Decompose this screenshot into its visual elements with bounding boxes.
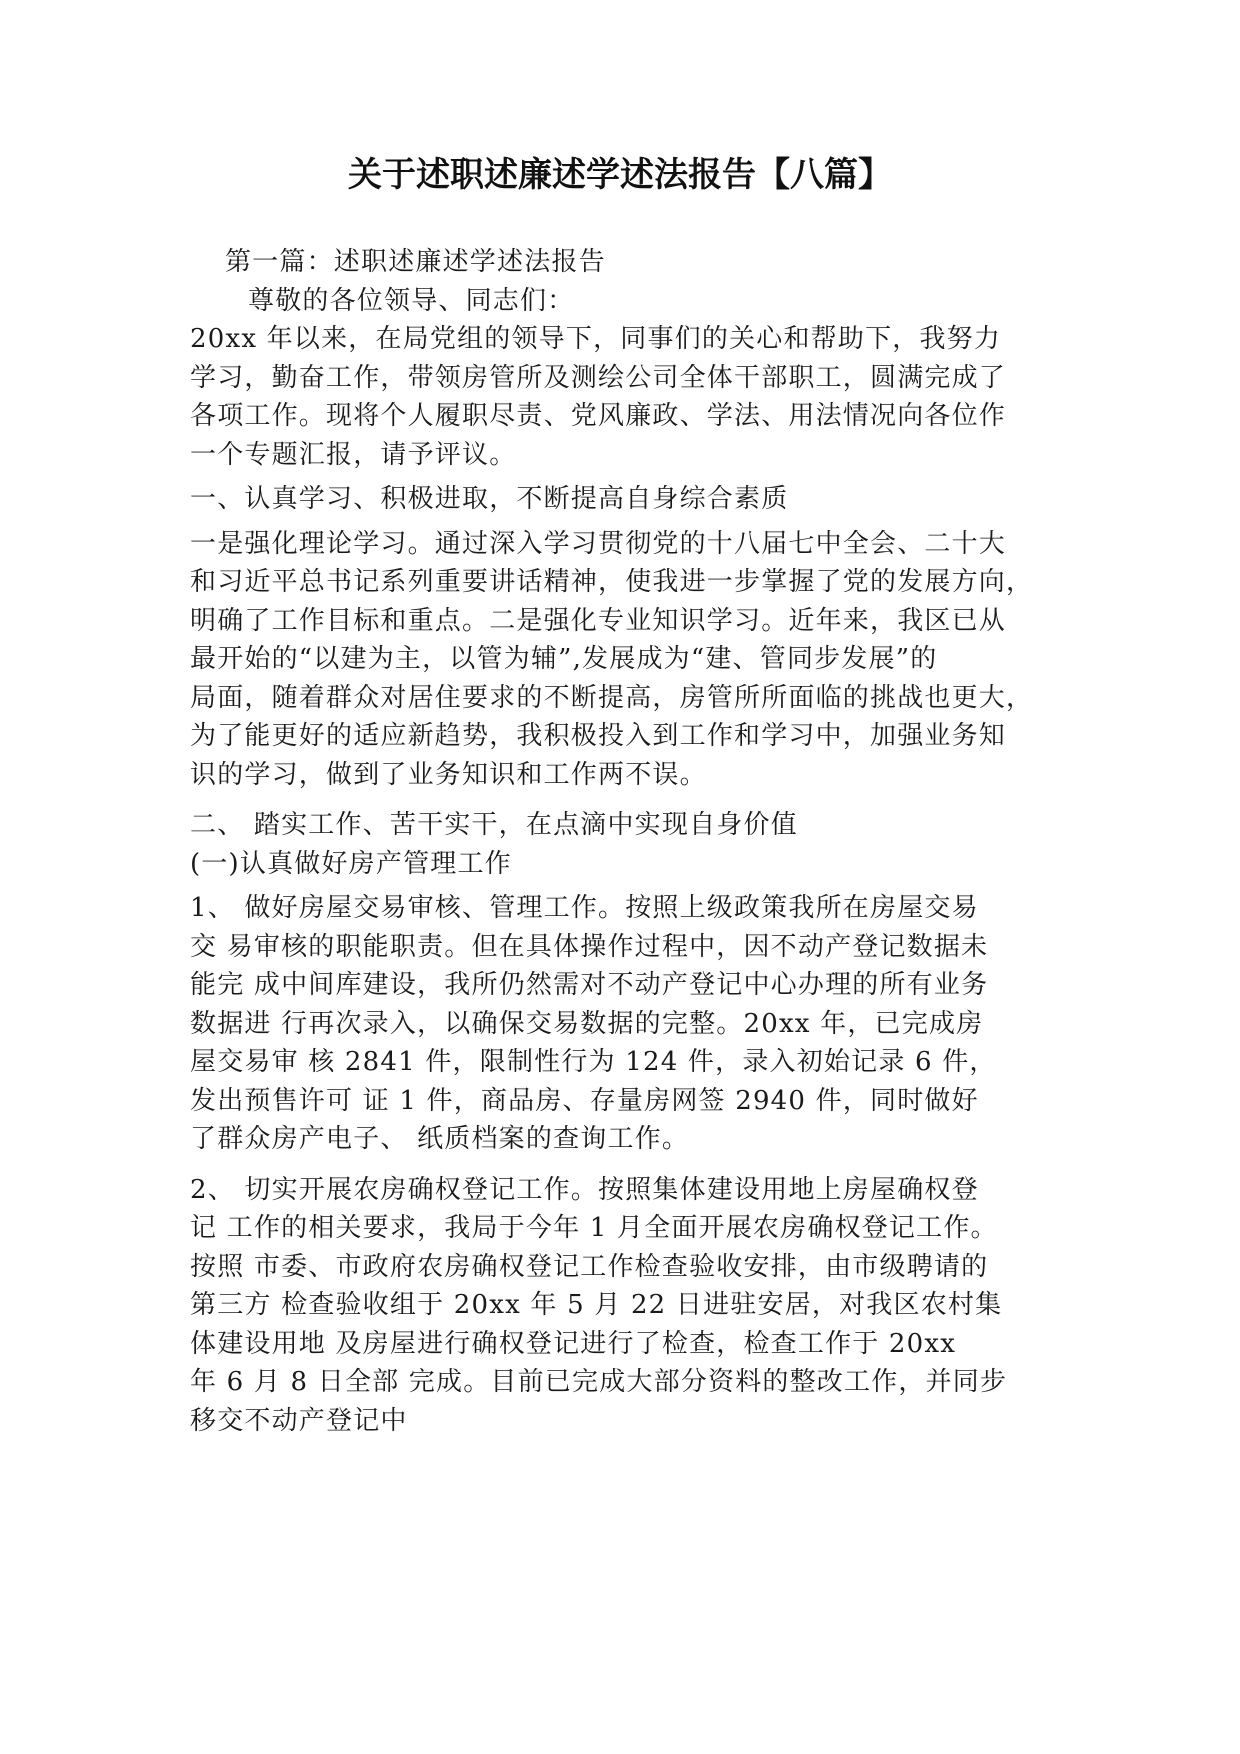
text-line: 移交不动产登记中 xyxy=(190,1405,408,1436)
text-line: 第三方 检查验收组于 20xx 年 5 月 22 日进驻安居，对我区农村集 xyxy=(190,1290,1003,1320)
subsection-heading: (一)认真做好房产管理工作 xyxy=(190,848,512,879)
text-line: 2、 切实开展农房确权登记工作。按照集体建设用地上房屋确权登 xyxy=(190,1174,979,1205)
section-heading-2: 二、 踏实工作、苦干实干，在点滴中实现自身价值 xyxy=(190,810,798,840)
text-line: 记 工作的相关要求，我局于今年 1 月全面开展农房确权登记工作。 xyxy=(190,1213,998,1243)
text-line: 识的学习，做到了业务知识和工作两不误。 xyxy=(190,759,707,790)
text-line: 数据进 行再次录入，以确保交易数据的完整。20xx 年，已完成房 xyxy=(190,1008,984,1039)
text-line: 发出预售许可 证 1 件，商品房、存量房网签 2940 件，同时做好 xyxy=(190,1085,979,1116)
text-line: 20xx 年以来，在局党组的领导下，同事们的关心和帮助下，我努力 xyxy=(190,324,1002,354)
text-line: 为了能更好的适应新趋势，我积极投入到工作和学习中，加强业务知 xyxy=(190,721,1007,751)
intro-paragraph xyxy=(190,320,1070,474)
text-line: 年 6 月 8 日全部 完成。目前已完成大部分资料的整改工作，并同步 xyxy=(190,1367,1008,1397)
section-subtitle: 第一篇：述职述廉述学述法报告 xyxy=(225,247,606,277)
text-line: 屋交易审 核 2841 件，限制性行为 124 件，录入初始记录 6 件， xyxy=(190,1047,997,1077)
text-line: 体建设用地 及房屋进行确权登记进行了检查，检查工作于 20xx xyxy=(190,1328,957,1359)
text-line: 按照 市委、市政府农房确权登记工作检查验收安排，由市级聘请的 xyxy=(190,1251,989,1282)
section1-paragraph xyxy=(190,525,1070,795)
text-line: 一个专题汇报，请予评议。 xyxy=(190,439,517,470)
document-title: 关于述职述廉述学述法报告【八篇】 xyxy=(348,155,892,195)
text-line: 1、 做好房屋交易审核、管理工作。按照上级政策我所在房屋交易 xyxy=(190,893,979,923)
text-line: 和习近平总书记系列重要讲话精神，使我进一步掌握了党的发展方向， xyxy=(190,567,1034,597)
text-line: 最开始的“以建为主，以管为辅”,发展成为“建、管同步发展”的 xyxy=(190,644,938,674)
text-line: 一是强化理论学习。通过深入学习贯彻党的十八届七中全会、二十大 xyxy=(190,528,1007,559)
text-line: 交 易审核的职能职责。但在具体操作过程中，因不动产登记数据未 xyxy=(190,931,989,962)
section-heading-1: 一、认真学习、积极进取，不断提高自身综合素质 xyxy=(190,484,789,514)
text-line: 学习，勤奋工作，带领房管所及测绘公司全体干部职工，圆满完成了 xyxy=(190,362,1007,393)
text-line: 局面，随着群众对居住要求的不断提高，房管所所面临的挑战也更大， xyxy=(190,682,1034,713)
text-line: 了群众房产电子、 纸质档案的查询工作。 xyxy=(190,1124,690,1154)
greeting-line: 尊敬的各位领导、同志们： xyxy=(248,285,575,316)
item2-paragraph xyxy=(190,1171,1070,1441)
item1-paragraph xyxy=(190,889,1070,1159)
text-line: 明确了工作目标和重点。二是强化专业知识学习。近年来，我区已从 xyxy=(190,605,1007,636)
text-line: 各项工作。现将个人履职尽责、党风廉政、学法、用法情况向各位作 xyxy=(190,401,1007,431)
document-body xyxy=(190,243,1070,1440)
text-line: 能完 成中间库建设，我所仍然需对不动产登记中心办理的所有业务 xyxy=(190,970,989,1000)
